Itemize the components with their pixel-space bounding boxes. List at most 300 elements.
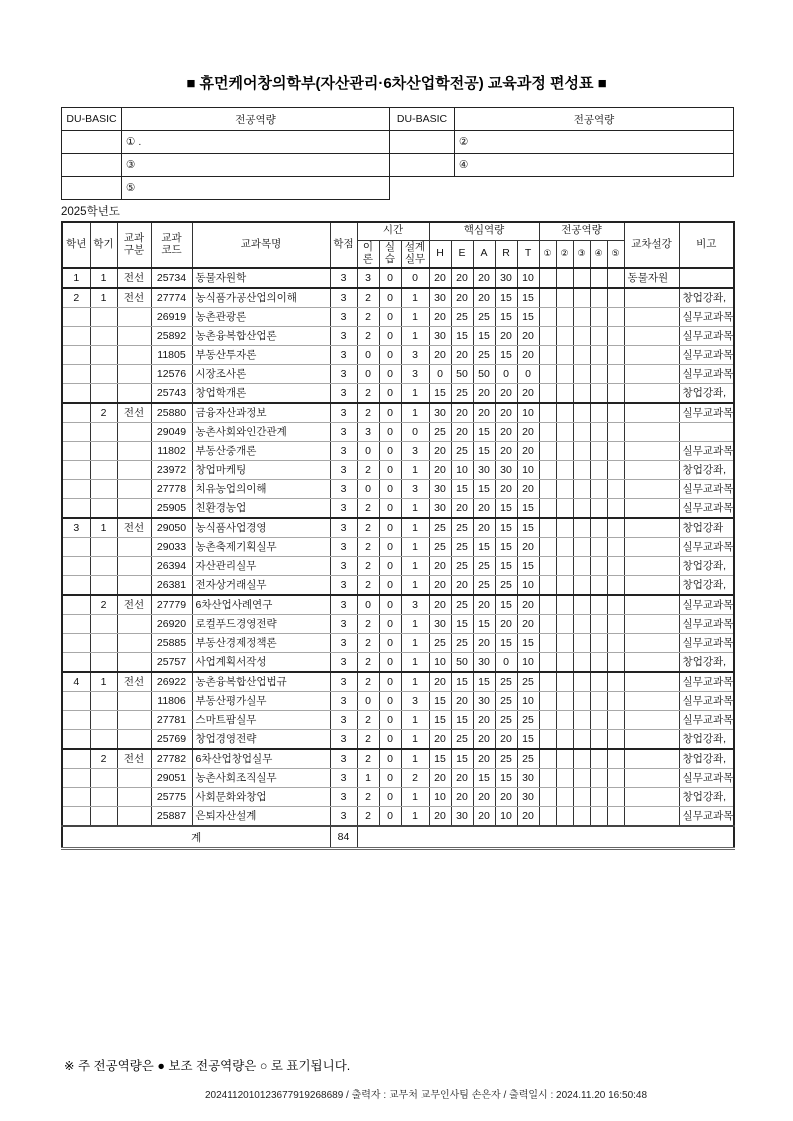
- cell-c4: [590, 327, 607, 346]
- course-row: [62, 268, 734, 288]
- cell-code: 12576: [151, 365, 192, 384]
- cell-cross: [624, 788, 679, 807]
- group-header-hours: 시간: [357, 222, 429, 240]
- cell-c2: [556, 615, 573, 634]
- cell-E: 20: [451, 692, 473, 711]
- cell-A: 20: [473, 711, 495, 730]
- cell-category: [117, 442, 151, 461]
- cell-H: 25: [429, 518, 451, 538]
- cell-grade: [62, 423, 90, 442]
- cell-c1: [539, 268, 556, 288]
- cell-theory: 3: [357, 268, 379, 288]
- du-basic-cell: [62, 154, 122, 177]
- cell-grade: [62, 557, 90, 576]
- cell-grade: 4: [62, 672, 90, 692]
- cell-c1: [539, 288, 556, 308]
- cell-c4: [590, 499, 607, 519]
- cell-A: 20: [473, 595, 495, 615]
- cell-T: 20: [517, 423, 539, 442]
- cell-practice: 0: [379, 327, 401, 346]
- group-header-core-competency: 핵심역량: [429, 222, 539, 240]
- cell-theory: 0: [357, 442, 379, 461]
- col-header-competency-4: ④: [590, 240, 607, 268]
- cell-c5: [607, 672, 624, 692]
- cell-practice: 0: [379, 288, 401, 308]
- cell-credits: 3: [330, 384, 357, 404]
- cell-credits: 3: [330, 557, 357, 576]
- cell-category: [117, 576, 151, 596]
- cell-A: 15: [473, 615, 495, 634]
- cell-H: 25: [429, 634, 451, 653]
- cell-code: 26394: [151, 557, 192, 576]
- cell-E: 15: [451, 672, 473, 692]
- course-row: [62, 692, 734, 711]
- cell-practice: 0: [379, 595, 401, 615]
- cell-cross: [624, 807, 679, 827]
- cell-T: 20: [517, 538, 539, 557]
- cell-design: 1: [401, 576, 429, 596]
- cell-grade: [62, 538, 90, 557]
- cell-c3: [573, 518, 590, 538]
- cell-name: 농식품가공산업의이해: [192, 288, 330, 308]
- cell-R: 15: [495, 769, 517, 788]
- cell-code: 11806: [151, 692, 192, 711]
- cell-R: 25: [495, 692, 517, 711]
- col-header-E: E: [451, 240, 473, 268]
- cell-c2: [556, 288, 573, 308]
- cell-semester: [90, 788, 117, 807]
- cell-category: [117, 634, 151, 653]
- cell-c5: [607, 634, 624, 653]
- cell-grade: 1: [62, 268, 90, 288]
- cell-H: 30: [429, 327, 451, 346]
- cell-E: 25: [451, 538, 473, 557]
- cell-c1: [539, 576, 556, 596]
- cell-theory: 2: [357, 308, 379, 327]
- cell-semester: [90, 692, 117, 711]
- cell-c4: [590, 730, 607, 750]
- cell-c5: [607, 538, 624, 557]
- cell-A: 30: [473, 692, 495, 711]
- cell-grade: [62, 615, 90, 634]
- cell-c3: [573, 346, 590, 365]
- cell-note: 실무교과목: [679, 769, 734, 788]
- col-header-A: A: [473, 240, 495, 268]
- cell-c5: [607, 595, 624, 615]
- cell-c1: [539, 461, 556, 480]
- col-header-cross-listed: 교차설강: [624, 222, 679, 268]
- cell-design: 2: [401, 769, 429, 788]
- cell-grade: [62, 769, 90, 788]
- cell-name: 금융자산과정보: [192, 403, 330, 423]
- col-header-credits: 학점: [330, 222, 357, 268]
- cell-code: 27774: [151, 288, 192, 308]
- cell-credits: 3: [330, 538, 357, 557]
- cell-design: 1: [401, 499, 429, 519]
- cell-code: 29051: [151, 769, 192, 788]
- cell-c4: [590, 576, 607, 596]
- cell-name: 사업계획서작성: [192, 653, 330, 673]
- cell-c2: [556, 308, 573, 327]
- cell-c4: [590, 538, 607, 557]
- cell-c5: [607, 711, 624, 730]
- cell-category: [117, 423, 151, 442]
- cell-cross: [624, 480, 679, 499]
- cell-R: 10: [495, 807, 517, 827]
- cell-cross: [624, 346, 679, 365]
- cell-category: 전선: [117, 288, 151, 308]
- cell-semester: [90, 327, 117, 346]
- cell-c4: [590, 308, 607, 327]
- cell-category: [117, 346, 151, 365]
- cell-c1: [539, 595, 556, 615]
- cell-c5: [607, 423, 624, 442]
- cell-c4: [590, 653, 607, 673]
- cell-E: 20: [451, 268, 473, 288]
- cell-credits: 3: [330, 692, 357, 711]
- cell-design: 3: [401, 595, 429, 615]
- cell-A: 15: [473, 538, 495, 557]
- cell-c3: [573, 807, 590, 827]
- cell-c4: [590, 365, 607, 384]
- cell-c1: [539, 788, 556, 807]
- cell-note: 실무교과목: [679, 308, 734, 327]
- cell-design: 1: [401, 653, 429, 673]
- cell-A: 25: [473, 557, 495, 576]
- cell-c4: [590, 672, 607, 692]
- cell-c1: [539, 557, 556, 576]
- cell-note: 창업강좌,: [679, 730, 734, 750]
- cell-R: 20: [495, 384, 517, 404]
- cell-note: 실무교과목: [679, 403, 734, 423]
- cell-cross: [624, 538, 679, 557]
- cell-semester: 1: [90, 518, 117, 538]
- cell-semester: [90, 308, 117, 327]
- cell-E: 20: [451, 423, 473, 442]
- cell-T: 15: [517, 518, 539, 538]
- cell-T: 20: [517, 346, 539, 365]
- cell-semester: [90, 730, 117, 750]
- cell-c3: [573, 268, 590, 288]
- course-row: [62, 538, 734, 557]
- col-header-category: 교과 구분: [117, 222, 151, 268]
- cell-code: 25775: [151, 788, 192, 807]
- cell-c5: [607, 384, 624, 404]
- cell-cross: [624, 769, 679, 788]
- cell-name: 자산관리실무: [192, 557, 330, 576]
- cell-design: 1: [401, 615, 429, 634]
- cell-practice: 0: [379, 807, 401, 827]
- cell-note: 창업강좌,: [679, 288, 734, 308]
- cell-practice: 0: [379, 268, 401, 288]
- cell-category: [117, 692, 151, 711]
- cell-A: 20: [473, 634, 495, 653]
- cell-R: 30: [495, 268, 517, 288]
- cell-credits: 3: [330, 442, 357, 461]
- cell-R: 20: [495, 423, 517, 442]
- cell-cross: [624, 499, 679, 519]
- course-row: [62, 480, 734, 499]
- cell-c5: [607, 615, 624, 634]
- cell-c2: [556, 384, 573, 404]
- cell-design: 0: [401, 268, 429, 288]
- cell-note: 실무교과목: [679, 480, 734, 499]
- cell-c1: [539, 711, 556, 730]
- cell-c5: [607, 692, 624, 711]
- cell-c1: [539, 346, 556, 365]
- cell-note: 실무교과목: [679, 692, 734, 711]
- cell-H: 20: [429, 268, 451, 288]
- cell-theory: 2: [357, 788, 379, 807]
- col-header-remarks: 비고: [679, 222, 734, 268]
- col-header-competency-1: ①: [539, 240, 556, 268]
- cell-note: 창업강좌,: [679, 557, 734, 576]
- cell-cross: [624, 442, 679, 461]
- cell-credits: 3: [330, 749, 357, 769]
- cell-practice: 0: [379, 499, 401, 519]
- cell-R: 15: [495, 346, 517, 365]
- cell-design: 1: [401, 557, 429, 576]
- cell-practice: 0: [379, 461, 401, 480]
- cell-code: 25880: [151, 403, 192, 423]
- course-row: [62, 384, 734, 404]
- cell-name: 농촌축제기획실무: [192, 538, 330, 557]
- cell-credits: 3: [330, 268, 357, 288]
- cell-A: 20: [473, 749, 495, 769]
- cell-R: 25: [495, 576, 517, 596]
- cell-grade: [62, 653, 90, 673]
- cell-T: 0: [517, 365, 539, 384]
- cell-c1: [539, 308, 556, 327]
- cell-c1: [539, 615, 556, 634]
- competency-header-row: [62, 108, 734, 131]
- cell-cross: [624, 672, 679, 692]
- cell-E: 50: [451, 653, 473, 673]
- cell-credits: 3: [330, 653, 357, 673]
- cell-cross: [624, 557, 679, 576]
- cell-c2: [556, 327, 573, 346]
- cell-semester: [90, 423, 117, 442]
- cell-c5: [607, 480, 624, 499]
- cell-c3: [573, 615, 590, 634]
- cell-practice: 0: [379, 653, 401, 673]
- cell-category: 전선: [117, 749, 151, 769]
- cell-R: 20: [495, 480, 517, 499]
- cell-H: 15: [429, 692, 451, 711]
- cell-code: 27782: [151, 749, 192, 769]
- cell-theory: 2: [357, 557, 379, 576]
- print-info-line: 2024112010123677919268689 / 출력자 : 교무처 교무인사팀 손은자 / 출력일시 : 2024.11.20 16:50:48: [204, 1090, 648, 1101]
- cell-H: 20: [429, 595, 451, 615]
- cell-credits: 3: [330, 346, 357, 365]
- cell-c2: [556, 672, 573, 692]
- cell-c5: [607, 461, 624, 480]
- cell-theory: 2: [357, 403, 379, 423]
- cell-grade: [62, 346, 90, 365]
- cell-cross: [624, 576, 679, 596]
- cell-c1: [539, 769, 556, 788]
- cell-c3: [573, 365, 590, 384]
- cell-note: 창업강좌,: [679, 576, 734, 596]
- col-header-R: R: [495, 240, 517, 268]
- col-header-code: 교과 코드: [151, 222, 192, 268]
- cell-practice: 0: [379, 518, 401, 538]
- cell-H: 15: [429, 711, 451, 730]
- cell-practice: 0: [379, 384, 401, 404]
- course-row: [62, 518, 734, 538]
- cell-cross: [624, 384, 679, 404]
- cell-T: 25: [517, 711, 539, 730]
- cell-note: [679, 268, 734, 288]
- cell-practice: 0: [379, 480, 401, 499]
- cell-cross: [624, 327, 679, 346]
- cell-E: 15: [451, 480, 473, 499]
- cell-code: 25905: [151, 499, 192, 519]
- cell-name: 부동산평가실무: [192, 692, 330, 711]
- cell-name: 농촌관광론: [192, 308, 330, 327]
- col-header-course-name: 교과목명: [192, 222, 330, 268]
- course-row: [62, 346, 734, 365]
- competency-table: [61, 107, 734, 200]
- cell-credits: 3: [330, 308, 357, 327]
- cell-name: 6차산업창업실무: [192, 749, 330, 769]
- cell-name: 6차산업사례연구: [192, 595, 330, 615]
- cell-c3: [573, 769, 590, 788]
- cell-cross: [624, 634, 679, 653]
- cell-name: 시장조사론: [192, 365, 330, 384]
- cell-E: 25: [451, 595, 473, 615]
- cell-code: 27779: [151, 595, 192, 615]
- cell-c5: [607, 308, 624, 327]
- cell-c2: [556, 807, 573, 827]
- cell-name: 농촌융복합산업론: [192, 327, 330, 346]
- cell-c5: [607, 557, 624, 576]
- cell-c2: [556, 634, 573, 653]
- cell-c3: [573, 653, 590, 673]
- cell-category: [117, 557, 151, 576]
- cell-c5: [607, 788, 624, 807]
- page-title: ■ 휴먼케어창의학부(자산관리·6차산업학전공) 교육과정 편성표 ■: [186, 75, 607, 92]
- cell-cross: [624, 518, 679, 538]
- cell-A: 25: [473, 308, 495, 327]
- cell-design: 1: [401, 308, 429, 327]
- cell-category: [117, 480, 151, 499]
- cell-cross: [624, 711, 679, 730]
- cell-credits: 3: [330, 595, 357, 615]
- col-header-design-practicum: 설계 실무: [401, 240, 429, 268]
- cell-design: 3: [401, 365, 429, 384]
- cell-R: 25: [495, 749, 517, 769]
- cell-practice: 0: [379, 423, 401, 442]
- cell-theory: 3: [357, 423, 379, 442]
- cell-design: 1: [401, 672, 429, 692]
- cell-design: 1: [401, 461, 429, 480]
- cell-c4: [590, 403, 607, 423]
- cell-name: 창업경영전략: [192, 730, 330, 750]
- cell-note: 실무교과목: [679, 442, 734, 461]
- cell-c4: [590, 692, 607, 711]
- cell-credits: 3: [330, 769, 357, 788]
- cell-cross: [624, 615, 679, 634]
- cell-credits: 3: [330, 711, 357, 730]
- du-basic-cell: [62, 131, 122, 154]
- total-empty-cell: [357, 826, 734, 849]
- cell-A: 20: [473, 730, 495, 750]
- cell-design: 1: [401, 711, 429, 730]
- cell-name: 농식품사업경영: [192, 518, 330, 538]
- cell-grade: [62, 576, 90, 596]
- cell-R: 20: [495, 615, 517, 634]
- cell-design: 0: [401, 423, 429, 442]
- cell-c2: [556, 423, 573, 442]
- course-row: [62, 308, 734, 327]
- cell-c1: [539, 692, 556, 711]
- course-row: [62, 403, 734, 423]
- du-basic-header-left: DU-BASIC: [62, 108, 122, 131]
- cell-theory: 2: [357, 672, 379, 692]
- cell-c3: [573, 288, 590, 308]
- cell-note: 창업강좌,: [679, 653, 734, 673]
- cell-practice: 0: [379, 615, 401, 634]
- cell-c5: [607, 576, 624, 596]
- cell-E: 20: [451, 403, 473, 423]
- cell-H: 30: [429, 403, 451, 423]
- cell-c5: [607, 327, 624, 346]
- cell-E: 20: [451, 346, 473, 365]
- cell-code: 26922: [151, 672, 192, 692]
- cell-c4: [590, 557, 607, 576]
- cell-R: 20: [495, 327, 517, 346]
- cell-c2: [556, 268, 573, 288]
- cell-practice: 0: [379, 769, 401, 788]
- cell-A: 20: [473, 807, 495, 827]
- cell-E: 50: [451, 365, 473, 384]
- cell-T: 20: [517, 442, 539, 461]
- cell-design: 1: [401, 807, 429, 827]
- cell-A: 25: [473, 346, 495, 365]
- cell-E: 25: [451, 557, 473, 576]
- cell-design: 1: [401, 403, 429, 423]
- col-header-H: H: [429, 240, 451, 268]
- cell-name: 은퇴자산설계: [192, 807, 330, 827]
- cell-H: 20: [429, 461, 451, 480]
- cell-c5: [607, 807, 624, 827]
- cell-c3: [573, 576, 590, 596]
- cell-c3: [573, 442, 590, 461]
- cell-T: 10: [517, 653, 539, 673]
- cell-c2: [556, 403, 573, 423]
- cell-name: 로컬푸드경영전략: [192, 615, 330, 634]
- cell-name: 사회문화와창업: [192, 788, 330, 807]
- cell-semester: [90, 538, 117, 557]
- cell-cross: [624, 288, 679, 308]
- course-row: [62, 769, 734, 788]
- cell-E: 20: [451, 788, 473, 807]
- cell-R: 30: [495, 461, 517, 480]
- cell-R: 20: [495, 730, 517, 750]
- cell-category: [117, 615, 151, 634]
- cell-grade: [62, 807, 90, 827]
- cell-design: 3: [401, 480, 429, 499]
- cell-c1: [539, 538, 556, 557]
- cell-credits: 3: [330, 423, 357, 442]
- cell-theory: 2: [357, 538, 379, 557]
- cell-c4: [590, 749, 607, 769]
- cell-E: 15: [451, 615, 473, 634]
- cell-R: 25: [495, 672, 517, 692]
- academic-year-label: 2025학년도: [61, 206, 120, 218]
- cell-c2: [556, 730, 573, 750]
